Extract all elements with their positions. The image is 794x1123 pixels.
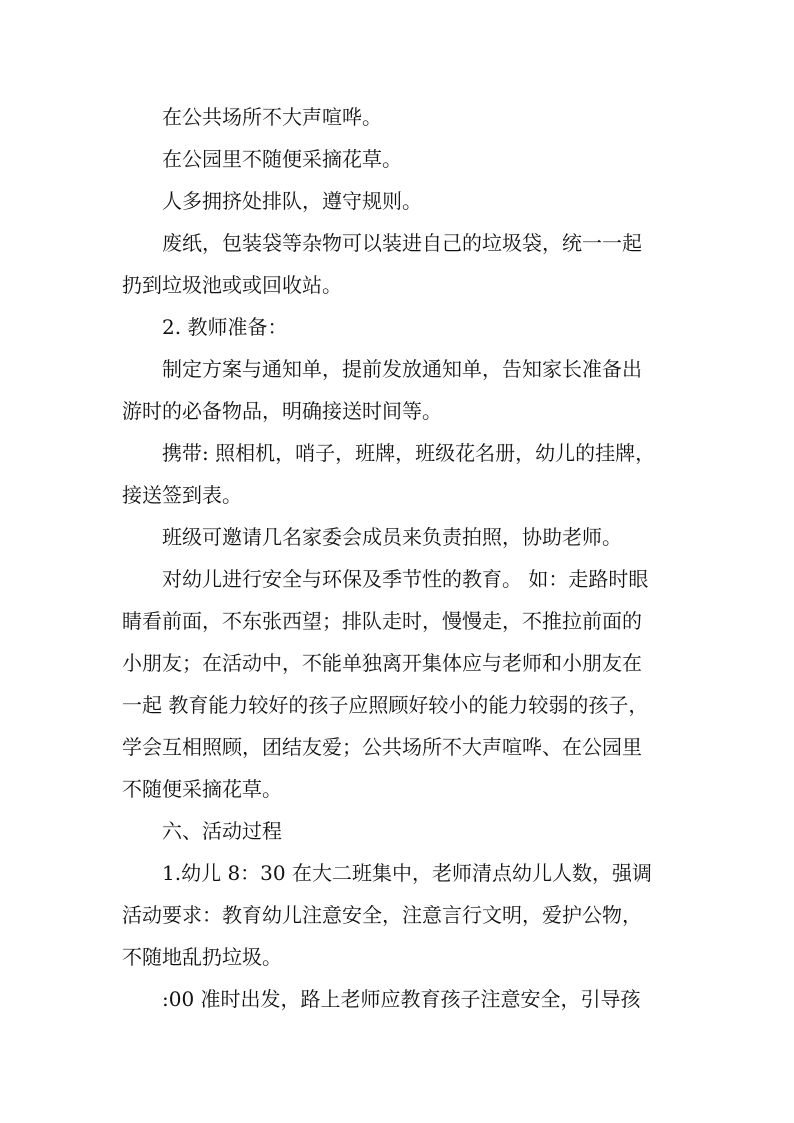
text-line-plan-notice: 制定方案与通知单，提前发放通知单，告知家长准备出: [162, 357, 642, 381]
text-line-parent-committee: 班级可邀请几名家委会成员来负责拍照，协助老师。: [162, 525, 622, 549]
text-line-park-flowers: 在公园里不随便采摘花草。: [162, 147, 402, 171]
text-line-safety-education: 对幼儿进行安全与环保及季节性的教育。 如：走路时眼: [162, 567, 649, 591]
text-line-care-younger: 一起 教育能力较好的孩子应照顾好较小的能力较弱的孩子，: [122, 693, 649, 717]
section-heading-teacher-prep: 2. 教师准备：: [162, 315, 288, 339]
text-line-no-littering: 不随地乱扔垃圾。: [122, 945, 282, 969]
text-line-look-ahead: 睛看前面，不东张西望；排队走时，慢慢走，不推拉前面的: [122, 609, 642, 633]
text-line-stay-with-group: 小朋友；在活动中，不能单独离开集体应与老师和小朋友在: [122, 651, 642, 675]
text-line-public-quiet: 在公共场所不大声喧哗。: [162, 105, 382, 129]
text-line-gather-830: 1.幼儿 8：30 在大二班集中，老师清点幼儿人数，强调: [162, 861, 652, 885]
text-line-trip-items: 游时的必备物品，明确接送时间等。: [122, 399, 442, 423]
text-line-litter-bag: 废纸，包装袋等杂物可以装进自己的垃圾袋，统一一起: [162, 231, 642, 255]
section-heading-activity: 六、活动过程: [162, 819, 282, 843]
text-line-signin-sheet: 接送签到表。: [122, 483, 242, 507]
text-line-depart: :00 准时出发，路上老师应教育孩子注意安全，引导孩: [162, 987, 641, 1011]
text-line-no-picking: 不随便采摘花草。: [122, 777, 282, 801]
text-line-activity-rules: 活动要求：教育幼儿注意安全，注意言行文明，爱护公物，: [122, 903, 642, 927]
text-line-queue-rules: 人多拥挤处排队，遵守规则。: [162, 189, 422, 213]
text-line-mutual-care: 学会互相照顾，团结友爱；公共场所不大声喧哗、在公园里: [122, 735, 642, 759]
text-line-litter-bin: 扔到垃圾池或或回收站。: [122, 273, 342, 297]
text-line-carry-items: 携带: 照相机，哨子，班牌，班级花名册，幼儿的挂牌，: [162, 441, 656, 465]
